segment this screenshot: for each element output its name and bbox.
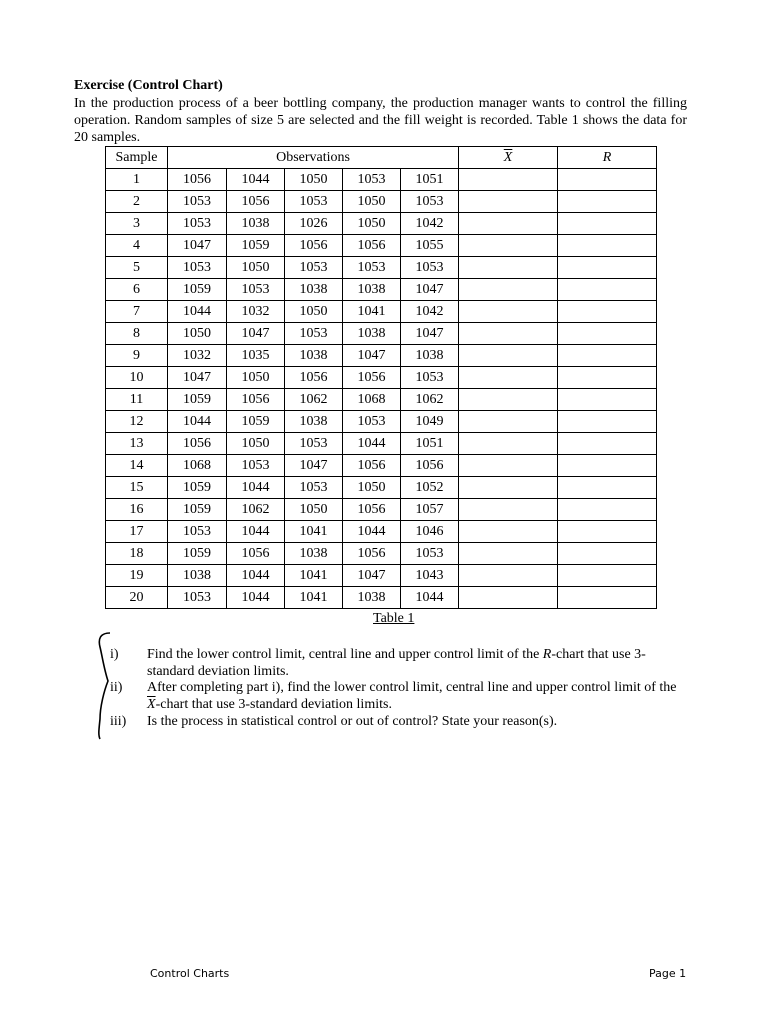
sample-cell: 7 — [106, 301, 168, 323]
footer-page-number: Page 1 — [649, 967, 687, 980]
observation-cell: 1053 — [285, 257, 343, 279]
range-cell — [558, 433, 657, 455]
table-row — [106, 565, 657, 587]
observation-cell: 1044 — [168, 301, 227, 323]
observation-cell: 1056 — [227, 191, 285, 213]
table-row — [106, 455, 657, 477]
table-row — [106, 433, 657, 455]
xbar-cell — [459, 433, 558, 455]
range-cell — [558, 411, 657, 433]
range-cell — [558, 367, 657, 389]
sample-cell: 9 — [106, 345, 168, 367]
observation-cell: 1032 — [168, 345, 227, 367]
xbar-cell — [459, 455, 558, 477]
xbar-cell — [459, 543, 558, 565]
observation-cell: 1056 — [285, 367, 343, 389]
observation-cell: 1053 — [285, 433, 343, 455]
range-cell — [558, 565, 657, 587]
table-row — [106, 367, 657, 389]
sample-cell: 16 — [106, 499, 168, 521]
observation-cell: 1056 — [343, 455, 401, 477]
observation-cell: 1053 — [401, 257, 459, 279]
observation-cell: 1047 — [168, 235, 227, 257]
sample-cell: 2 — [106, 191, 168, 213]
observation-cell: 1056 — [343, 367, 401, 389]
observation-cell: 1049 — [401, 411, 459, 433]
observation-cell: 1056 — [343, 235, 401, 257]
observation-cell: 1059 — [168, 477, 227, 499]
observation-cell: 1038 — [285, 543, 343, 565]
observation-cell: 1053 — [227, 279, 285, 301]
sample-cell: 15 — [106, 477, 168, 499]
data-table — [105, 146, 657, 609]
header-observations: Observations — [168, 147, 459, 169]
sample-cell: 14 — [106, 455, 168, 477]
xbar-cell — [459, 587, 558, 609]
observation-cell: 1059 — [168, 279, 227, 301]
observation-cell: 1038 — [343, 323, 401, 345]
observation-cell: 1038 — [285, 411, 343, 433]
observation-cell: 1050 — [343, 191, 401, 213]
range-symbol: R — [602, 149, 612, 165]
observation-cell: 1044 — [343, 521, 401, 543]
observation-cell: 1053 — [285, 323, 343, 345]
observation-cell: 1041 — [343, 301, 401, 323]
observation-cell: 1055 — [401, 235, 459, 257]
observation-cell: 1038 — [343, 587, 401, 609]
range-cell — [558, 301, 657, 323]
observation-cell: 1059 — [168, 499, 227, 521]
observation-cell: 1044 — [227, 477, 285, 499]
observation-cell: 1050 — [227, 257, 285, 279]
question-1-number: i) — [110, 647, 119, 662]
sample-cell: 19 — [106, 565, 168, 587]
range-cell — [558, 323, 657, 345]
sample-cell: 11 — [106, 389, 168, 411]
observation-cell: 1053 — [227, 455, 285, 477]
sample-cell: 10 — [106, 367, 168, 389]
observation-cell: 1047 — [343, 565, 401, 587]
observation-cell: 1047 — [168, 367, 227, 389]
question-1-text: Find the lower control limit, central line and upper control limit of the R-chart that use 3-standard deviation limits. — [147, 647, 646, 679]
table-row — [106, 587, 657, 609]
range-cell — [558, 257, 657, 279]
observation-cell: 1042 — [401, 213, 459, 235]
range-cell — [558, 213, 657, 235]
sample-cell: 20 — [106, 587, 168, 609]
xbar-symbol: $\overline{X}$ — [503, 149, 513, 165]
header-sample: Sample — [106, 147, 168, 169]
observation-cell: 1062 — [401, 389, 459, 411]
table-header-row — [106, 147, 657, 169]
observation-cell: 1044 — [227, 565, 285, 587]
observation-cell: 1056 — [168, 433, 227, 455]
observation-cell: 1044 — [168, 411, 227, 433]
range-cell — [558, 455, 657, 477]
observation-cell: 1050 — [227, 433, 285, 455]
observation-cell: 1047 — [401, 323, 459, 345]
observation-cell: 1044 — [401, 587, 459, 609]
table-row — [106, 411, 657, 433]
range-cell — [558, 587, 657, 609]
range-cell — [558, 191, 657, 213]
range-cell — [558, 521, 657, 543]
observation-cell: 1046 — [401, 521, 459, 543]
observation-cell: 1059 — [227, 235, 285, 257]
xbar-cell — [459, 389, 558, 411]
observation-cell: 1056 — [227, 389, 285, 411]
observation-cell: 1038 — [168, 565, 227, 587]
sample-cell: 5 — [106, 257, 168, 279]
table-row — [106, 477, 657, 499]
observation-cell: 1047 — [343, 345, 401, 367]
observation-cell: 1047 — [401, 279, 459, 301]
observation-cell: 1053 — [168, 257, 227, 279]
xbar-cell — [459, 169, 558, 191]
range-cell — [558, 543, 657, 565]
range-cell — [558, 477, 657, 499]
xbar-cell — [459, 477, 558, 499]
table-row — [106, 191, 657, 213]
observation-cell: 1047 — [227, 323, 285, 345]
table-row — [106, 257, 657, 279]
question-2-text: After completing part i), find the lower control limit, central line and upper control limit of the $\overline{X}$-chart that use 3-standard deviation limits. — [147, 680, 677, 712]
observation-cell: 1053 — [401, 191, 459, 213]
table-row — [106, 389, 657, 411]
observation-cell: 1026 — [285, 213, 343, 235]
xbar-cell — [459, 257, 558, 279]
observation-cell: 1050 — [343, 213, 401, 235]
range-cell — [558, 499, 657, 521]
sample-cell: 6 — [106, 279, 168, 301]
observation-cell: 1053 — [168, 213, 227, 235]
observation-cell: 1050 — [285, 499, 343, 521]
observation-cell: 1053 — [285, 477, 343, 499]
observation-cell: 1044 — [227, 169, 285, 191]
xbar-cell — [459, 521, 558, 543]
sample-cell: 8 — [106, 323, 168, 345]
observation-cell: 1038 — [227, 213, 285, 235]
observation-cell: 1059 — [227, 411, 285, 433]
range-cell — [558, 279, 657, 301]
xbar-cell — [459, 301, 558, 323]
observation-cell: 1047 — [285, 455, 343, 477]
table-row — [106, 345, 657, 367]
table-row — [106, 279, 657, 301]
range-cell — [558, 169, 657, 191]
sample-cell: 1 — [106, 169, 168, 191]
observation-cell: 1056 — [401, 455, 459, 477]
observation-cell: 1056 — [343, 499, 401, 521]
observation-cell: 1041 — [285, 587, 343, 609]
observation-cell: 1057 — [401, 499, 459, 521]
table-row — [106, 499, 657, 521]
table-row — [106, 213, 657, 235]
observation-cell: 1053 — [343, 257, 401, 279]
xbar-cell — [459, 191, 558, 213]
table-row — [106, 543, 657, 565]
xbar-cell — [459, 345, 558, 367]
table-row — [106, 521, 657, 543]
sample-cell: 12 — [106, 411, 168, 433]
xbar-cell — [459, 235, 558, 257]
observation-cell: 1056 — [285, 235, 343, 257]
observation-cell: 1056 — [227, 543, 285, 565]
sample-cell: 13 — [106, 433, 168, 455]
xbar-cell — [459, 411, 558, 433]
sample-cell: 17 — [106, 521, 168, 543]
sample-cell: 4 — [106, 235, 168, 257]
table-row — [106, 235, 657, 257]
question-3-text: Is the process in statistical control or out of control? State your reason(s). — [147, 714, 558, 729]
observation-cell: 1053 — [285, 191, 343, 213]
observation-cell: 1059 — [168, 389, 227, 411]
observation-cell: 1041 — [285, 565, 343, 587]
observation-cell: 1042 — [401, 301, 459, 323]
observation-cell: 1062 — [285, 389, 343, 411]
observation-cell: 1053 — [343, 169, 401, 191]
observation-cell: 1044 — [227, 521, 285, 543]
observation-cell: 1050 — [343, 477, 401, 499]
observation-cell: 1038 — [285, 345, 343, 367]
header-range — [558, 147, 657, 169]
observation-cell: 1051 — [401, 169, 459, 191]
table-body — [106, 169, 657, 609]
observation-cell: 1050 — [285, 301, 343, 323]
observation-cell: 1053 — [343, 411, 401, 433]
observation-cell: 1052 — [401, 477, 459, 499]
observation-cell: 1044 — [343, 433, 401, 455]
xbar-cell — [459, 213, 558, 235]
range-cell — [558, 235, 657, 257]
observation-cell: 1041 — [285, 521, 343, 543]
range-cell — [558, 389, 657, 411]
footer-title: Control Charts — [150, 967, 230, 980]
observation-cell: 1044 — [227, 587, 285, 609]
observation-cell: 1068 — [343, 389, 401, 411]
observation-cell: 1038 — [401, 345, 459, 367]
intro-paragraph: In the production process of a beer bottling company, the production manager wants to control the filling operation. Random samples of size 5 are selected and the fill weight is recorded. Table 1 shows the data for 20 samples. — [74, 96, 687, 145]
observation-cell: 1059 — [168, 543, 227, 565]
observation-cell: 1050 — [227, 367, 285, 389]
observation-cell: 1068 — [168, 455, 227, 477]
question-2-number: ii) — [110, 680, 123, 695]
observation-cell: 1053 — [168, 521, 227, 543]
observation-cell: 1032 — [227, 301, 285, 323]
xbar-cell — [459, 279, 558, 301]
xbar-cell — [459, 499, 558, 521]
observation-cell: 1038 — [285, 279, 343, 301]
question-3-number: iii) — [110, 714, 127, 729]
sample-cell: 3 — [106, 213, 168, 235]
exercise-heading: Exercise (Control Chart) — [74, 78, 223, 93]
observation-cell: 1038 — [343, 279, 401, 301]
range-cell — [558, 345, 657, 367]
observation-cell: 1043 — [401, 565, 459, 587]
observation-cell: 1050 — [285, 169, 343, 191]
observation-cell: 1056 — [168, 169, 227, 191]
observation-cell: 1053 — [168, 191, 227, 213]
table-row — [106, 323, 657, 345]
table-row — [106, 169, 657, 191]
observation-cell: 1053 — [168, 587, 227, 609]
table-row — [106, 301, 657, 323]
observation-cell: 1050 — [168, 323, 227, 345]
observation-cell: 1056 — [343, 543, 401, 565]
observation-cell: 1062 — [227, 499, 285, 521]
xbar-cell — [459, 323, 558, 345]
sample-cell: 18 — [106, 543, 168, 565]
observation-cell: 1051 — [401, 433, 459, 455]
observation-cell: 1053 — [401, 367, 459, 389]
observation-cell: 1053 — [401, 543, 459, 565]
table-caption: Table 1 — [373, 611, 415, 626]
observation-cell: 1035 — [227, 345, 285, 367]
xbar-cell — [459, 367, 558, 389]
xbar-cell — [459, 565, 558, 587]
header-xbar — [459, 147, 558, 169]
